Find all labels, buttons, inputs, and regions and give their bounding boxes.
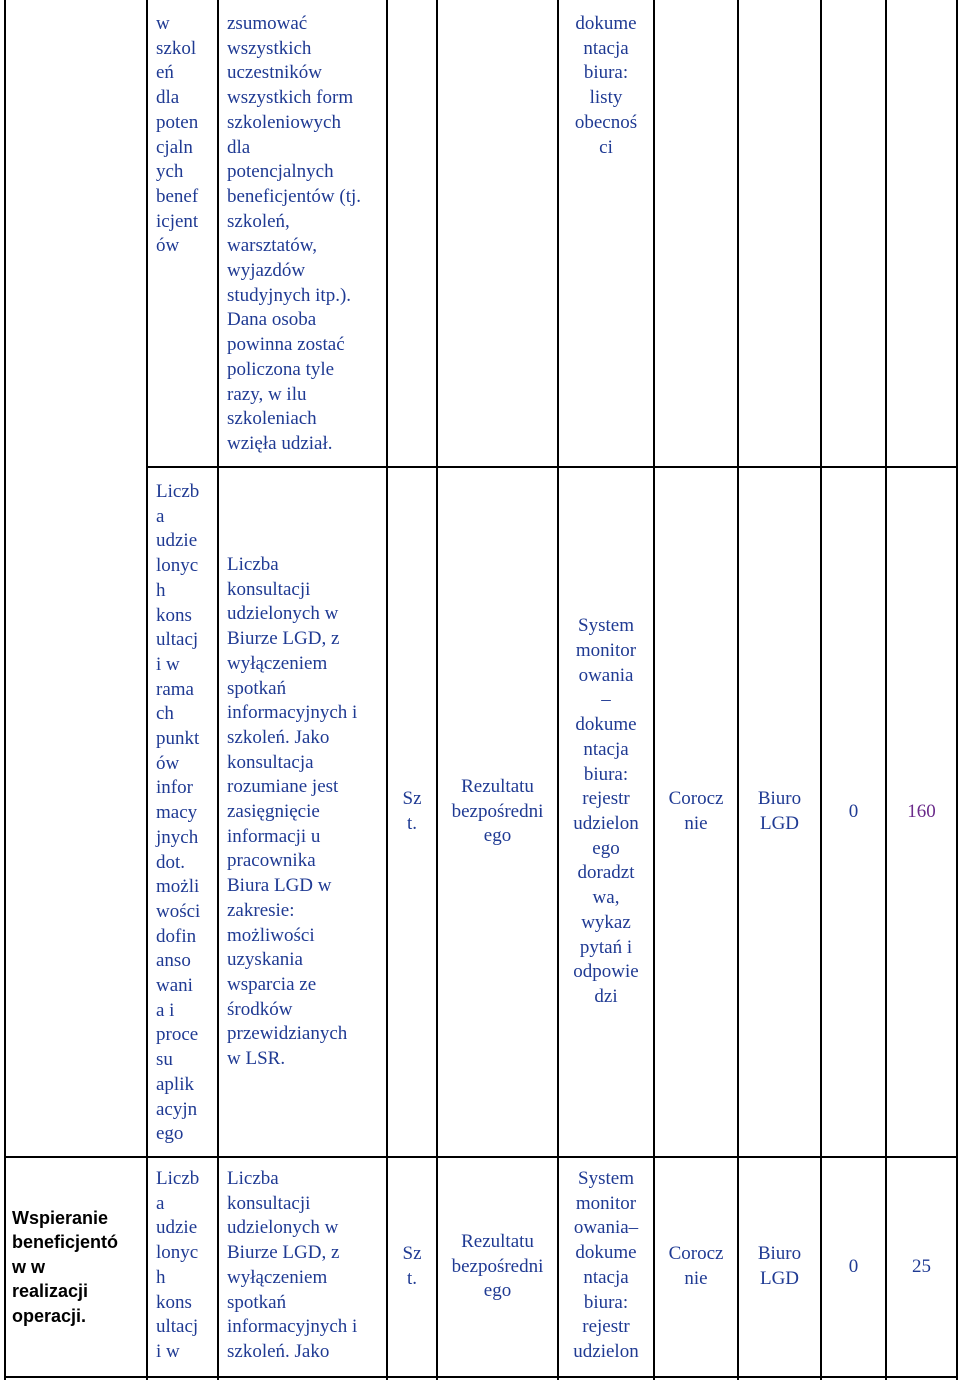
table-border xyxy=(956,0,958,1380)
row3-source: System monitor owania– dokume ntacja biura: rejestr udzielon xyxy=(573,1168,639,1362)
row3-frequency: Corocz nie xyxy=(668,1243,724,1289)
row2-responsible: Biuro LGD xyxy=(757,788,802,834)
row3-unit: Sz t. xyxy=(402,1243,422,1289)
row2-source: System monitor owania – dokume ntacja biura: rejestr udzielon ego doradzt wa, wykaz pytań i odpowie dzi xyxy=(573,615,639,1007)
row1-source: dokume ntacja biura: listy obecnoś ci xyxy=(574,13,638,158)
row3-target-value: 25 xyxy=(912,1255,931,1277)
row3-type: Rezultatu bezpośredni ego xyxy=(451,1230,544,1302)
row2-type: Rezultatu bezpośredni ego xyxy=(451,775,544,847)
row3-base-value: 0 xyxy=(848,1255,859,1277)
table-border xyxy=(4,0,6,1380)
row2-frequency: Corocz nie xyxy=(668,788,724,834)
row2-unit: Sz t. xyxy=(402,788,422,834)
row2-description: Liczba konsultacji udzielonych w Biurze LGD, z wyłączeniem spotkań informacyjnych i szkoleń. Jako konsultacja rozumiane jest zasięgnięcie informacji u pracownika Biura LGD w zakresie: możliwości uzyskania wsparcia ze środków przewidzianych w LSR. xyxy=(227,554,358,1070)
row2-target-value: 160 xyxy=(907,800,936,822)
row1-indicator: w szkol eń dla poten cjaln ych benef icjent ów xyxy=(156,13,199,257)
row2-base-value: 0 xyxy=(848,800,859,822)
table-border xyxy=(146,0,148,1380)
row3-description: Liczba konsultacji udzielonych w Biurze LGD, z wyłączeniem spotkań informacyjnych i szkoleń. Jako xyxy=(227,1168,358,1362)
table-border xyxy=(4,1376,958,1378)
row3-responsible: Biuro LGD xyxy=(757,1243,802,1289)
row2-indicator: Liczb a udzie lonyc h kons ultacj i w rama ch punkt ów infor macy jnych dot. możli wości dofin anso wani a i proce su aplik acyjn ego xyxy=(156,481,201,1145)
row3-category: Wspieranie beneficjentó w w realizacji operacji. xyxy=(12,1207,119,1326)
table-border xyxy=(217,0,219,1380)
row3-indicator: Liczb a udzie lonyc h kons ultacj i w xyxy=(156,1168,200,1362)
row1-description: zsumować wszystkich uczestników wszystkich form szkoleniowych dla potencjalnych beneficjentów (tj. szkoleń, warsztatów, wyjazdów studyjnych itp.). Dana osoba powinna zostać policzona tyle razy, w ilu szkoleniach wzięła udział. xyxy=(227,13,362,454)
table-border xyxy=(436,0,438,466)
